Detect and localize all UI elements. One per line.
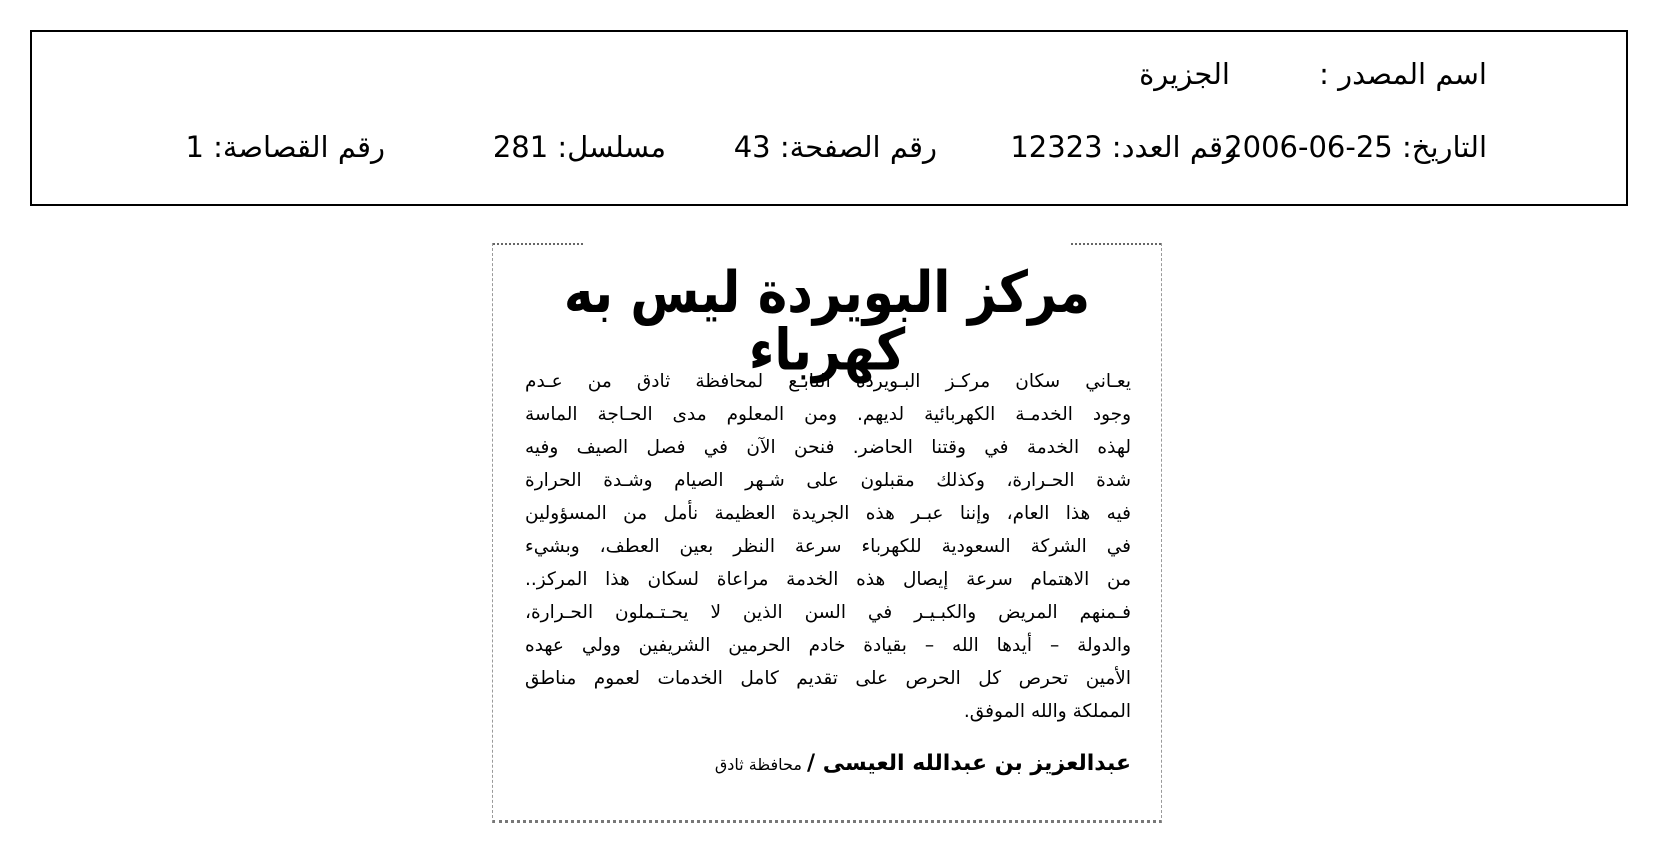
article-line: فـمنهم المريض والكبـيـر في السن الذين لا يحـتـملون الحـرارة، [525, 602, 1131, 623]
author-location: محافظة ثادق [714, 755, 802, 774]
serial-number-field: مسلسل: 281 [492, 130, 666, 164]
article-line: فيه هذا العام، وإننا عبـر هذه الجريدة العظيمة نأمل من المسؤولين [525, 503, 1131, 524]
article-line: المملكة والله الموفق. [963, 701, 1131, 722]
article-line: يعـاني سكان مركـز البـويردة التابـع لمحافظة ثادق من عـدم [525, 371, 1131, 392]
source-value: الجزيرة [1139, 57, 1230, 91]
author-name: عبدالعزيز بن عبدالله العيسى / [807, 751, 1131, 776]
clip-top-edge [493, 243, 583, 248]
article-body [525, 365, 1131, 728]
page-number-field: رقم الصفحة: 43 [733, 130, 937, 164]
newspaper-clipping [492, 243, 1162, 823]
date-field: التاريخ: 25-06-2006 [1224, 130, 1487, 164]
article-line: وجود الخدمـة الكهربائية لديهم. ومن المعلوم مدى الحـاجة الماسة [525, 404, 1131, 425]
article-line: الأمين تحرص كل الحرص على تقديم كامل الخدمات لعموم مناطق [525, 668, 1131, 689]
clip-top-edge [1071, 243, 1161, 248]
article-line: شدة الحـرارة، وكذلك مقبلون على شـهر الصيام وشـدة الحرارة [525, 470, 1131, 491]
article-line: لهذه الخدمة في وقتنا الحاضر. فنحن الآن في فصل الصيف وفيه [525, 437, 1131, 458]
source-label: اسم المصدر : [1319, 57, 1487, 91]
article-line: في الشركة السعودية للكهرباء سرعة النظر بعين العطف، وبشيء [525, 536, 1131, 557]
article-signature [525, 751, 1131, 776]
article-line: من الاهتمام سرعة إيصال هذه الخدمة مراعاة لسكان هذا المركز.. [525, 569, 1131, 590]
article-headline: مركز البويردة ليس به كهرباء [563, 258, 1091, 384]
issue-number-field: رقم العدد: 12323 [1010, 130, 1237, 164]
clip-number-field: رقم القصاصة: 1 [185, 130, 385, 164]
article-line: والدولة – أيدها الله – بقيادة خادم الحرمين الشريفين وولي عهده [525, 635, 1131, 656]
